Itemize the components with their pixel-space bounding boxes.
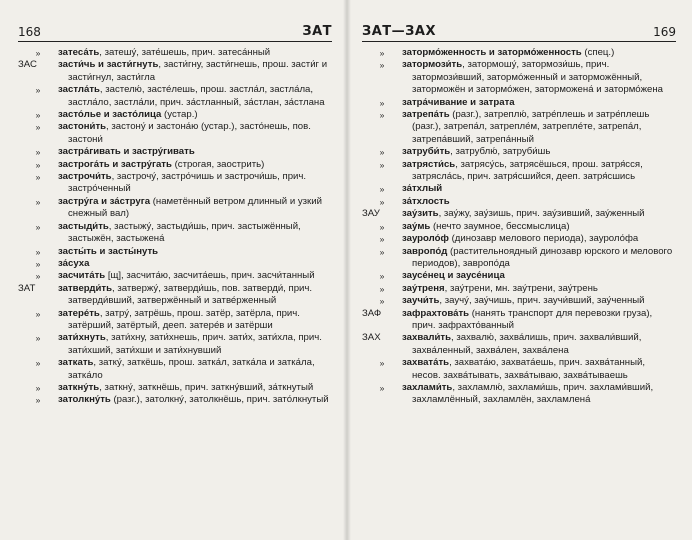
entry-headword: застла́ть — [58, 84, 100, 96]
entry-headword: за́тхлый — [402, 183, 443, 195]
right-page-header — [362, 20, 676, 42]
entry-section-mark: » — [379, 159, 385, 170]
entry-headword: затормози́ть — [402, 59, 463, 71]
entry-headword: затруби́ть — [402, 146, 451, 158]
entry-forms: (нечто заумное, бессмыслица) — [430, 220, 570, 232]
entry-forms: , захвалю́, захва́лишь, прич. захвали́вший, захва́ленный, захва́лен, захва́лена — [412, 332, 642, 356]
entry-headword: захлами́ть — [402, 381, 453, 393]
entry-forms: , затру́, затрёшь, прош. затёр, затёрла, прич. затёрший, затёртый, дееп. затере́в и затёрши — [68, 307, 300, 331]
entry-forms: (наметённый ветром длинный и узкий снежный вал) — [68, 195, 322, 220]
entry-section-mark: » — [379, 358, 385, 369]
entry-forms: , затку́, заткёшь, прош. затка́л, затка́ла и затка́ла, затка́ло — [68, 357, 315, 381]
entry-section-mark: » — [35, 159, 41, 170]
entry-section-mark: » — [379, 110, 385, 121]
entry-text — [58, 171, 332, 196]
entry-forms: , зау́трени, мн. зау́трени, зау́трень — [444, 282, 598, 294]
entry-text — [58, 159, 332, 171]
dictionary-entry — [18, 258, 332, 270]
entry-forms: (спец.) — [581, 47, 615, 58]
dictionary-entry — [362, 357, 676, 382]
entry-text — [402, 382, 676, 407]
entry-headword: засты́ть и засты́нуть — [58, 245, 159, 257]
entry-headword: заучи́ть — [402, 295, 440, 307]
dictionary-entry — [18, 59, 332, 84]
entry-text — [402, 196, 676, 208]
entry-forms: , заткну́, заткнёшь, прич. заткну́вший, за́ткнутый — [99, 381, 314, 393]
dictionary-entry — [18, 121, 332, 146]
dictionary-entry — [362, 47, 676, 59]
entry-section-mark: » — [35, 196, 41, 207]
entry-section-mark: » — [379, 48, 385, 58]
entry-headword: затолкну́ть — [58, 394, 111, 406]
entry-headword: застыди́ть — [58, 220, 109, 232]
entry-forms: , застыжу́, застыди́шь, прич. застыжённый, застыжён, застыжена́ — [68, 220, 301, 245]
entry-forms: , засти́гну, засти́гнешь, прош. засти́г и засти́гнул, засти́гла — [68, 59, 328, 83]
entry-text — [58, 47, 332, 59]
entry-forms: , застелю́, засте́лешь, прош. застла́л, застла́ла, застла́ло, застла́ли, прич. за́стланный, за́стлан, за́стлана — [68, 84, 325, 108]
entry-section-mark: ЗАУ — [362, 208, 380, 220]
entry-text — [58, 382, 332, 394]
entry-headword: захвата́ть — [402, 357, 450, 369]
entry-forms: , застону́ и застона́ю (устар.), засто́нешь, пов. застони́ — [68, 121, 311, 145]
entry-section-mark: » — [379, 246, 385, 257]
entry-forms: , застрочу́, застро́чишь и застрочи́шь, прич. застро́ченный — [68, 171, 307, 195]
dictionary-entry — [362, 196, 676, 208]
entry-forms: , зау́жу, зау́зишь, прич. зау́зивший, зау́женный — [438, 208, 645, 220]
entry-forms: , затормошу́, затормози́шь, прич. затормози́вший, затормо́женный и заторможённый, заторможён и затормо́жен, заторможена́ и затормо́жена — [412, 59, 664, 96]
entry-text — [58, 332, 332, 357]
dictionary-entry — [18, 47, 332, 59]
entry-text — [402, 47, 676, 59]
entry-text — [402, 159, 676, 184]
entry-headword: захвали́ть — [402, 332, 452, 344]
entry-headword: засчита́ть — [58, 270, 106, 282]
entry-forms: (нанять транспорт для перевозки груза), прич. зафрахто́ванный — [412, 307, 653, 331]
dictionary-entry — [362, 183, 676, 195]
dictionary-entry — [362, 233, 676, 245]
entry-text — [402, 221, 676, 233]
dictionary-entry — [18, 171, 332, 196]
entry-headword: заткать — [58, 357, 94, 369]
entry-text — [402, 295, 676, 307]
dictionary-entry — [362, 59, 676, 96]
dictionary-entry — [362, 146, 676, 158]
dictionary-entry — [362, 159, 676, 184]
entry-section-mark: » — [35, 122, 41, 133]
entry-forms: , затвержу́, затверди́шь, пов. затверди́, прич. затверди́вший, затвержённый и затве́рженный — [68, 282, 313, 307]
entry-section-mark: » — [35, 395, 41, 406]
dictionary-entry — [18, 159, 332, 171]
entry-headword: зау́треня — [402, 282, 445, 294]
page-number-right: 169 — [653, 25, 676, 39]
entry-section-mark: » — [35, 48, 41, 58]
entry-headword: заткну́ть — [58, 381, 100, 393]
dictionary-entry — [362, 308, 676, 333]
entry-section-mark: » — [35, 271, 41, 282]
entry-headword: затверди́ть — [58, 282, 112, 294]
entry-text — [402, 308, 676, 333]
entry-section-mark: » — [35, 85, 41, 96]
entry-forms: , затрублю́, затруби́шь — [450, 146, 551, 158]
left-entry-list — [18, 47, 332, 407]
entry-text — [58, 246, 332, 258]
entry-section-mark: » — [379, 147, 385, 158]
entry-section-mark: ЗАС — [18, 59, 37, 71]
entry-headword: застрога́ть и застру́гать — [58, 158, 172, 170]
dictionary-entry — [18, 283, 332, 308]
entry-forms: , захламлю́, захлами́шь, прич. захлами́вший, захламлённый, захламлён, захламлена́ — [412, 381, 654, 406]
running-head-left: ЗАТ — [302, 24, 332, 39]
entry-forms: , зати́хну, зати́хнешь, прич. зати́х, зати́хла, прич. зати́хший, зати́хши и зати́хнувший — [68, 332, 322, 356]
entry-text — [402, 208, 676, 220]
entry-text — [402, 332, 676, 357]
entry-headword: за́суха — [58, 257, 90, 269]
entry-section-mark: » — [35, 308, 41, 319]
left-page-header — [18, 20, 332, 42]
dictionary-entry — [18, 221, 332, 246]
right-page — [346, 0, 692, 540]
entry-text — [402, 109, 676, 146]
entry-text — [402, 146, 676, 158]
dictionary-entry — [362, 283, 676, 295]
entry-text — [58, 109, 332, 121]
entry-headword: зау́зить — [402, 208, 439, 220]
entry-forms: (устар.) — [161, 109, 198, 121]
entry-section-mark: » — [35, 147, 41, 158]
entry-section-mark: » — [35, 110, 41, 121]
entry-text — [402, 97, 676, 109]
entry-headword: застони́ть — [58, 121, 107, 133]
entry-headword: за́тхлость — [402, 195, 450, 207]
entry-text — [402, 233, 676, 245]
entry-text — [58, 196, 332, 221]
dictionary-entry — [362, 109, 676, 146]
dictionary-entry — [362, 246, 676, 271]
entry-headword: затормо́женность и затормо́женность — [402, 47, 582, 58]
entry-headword: застра́гивать и застру́гивать — [58, 146, 195, 158]
entry-text — [58, 283, 332, 308]
dictionary-entry — [18, 109, 332, 121]
entry-headword: заусе́нец и заусе́ница — [402, 270, 505, 282]
dictionary-entry — [362, 332, 676, 357]
entry-section-mark: » — [379, 382, 385, 393]
dictionary-entry — [18, 357, 332, 382]
dictionary-entry — [362, 270, 676, 282]
entry-section-mark: » — [379, 196, 385, 207]
entry-forms: (динозавр мелового периода), зауроло́фа — [448, 233, 639, 245]
dictionary-entry — [18, 146, 332, 158]
dictionary-entry — [18, 332, 332, 357]
dictionary-entry — [18, 394, 332, 406]
entry-text — [402, 283, 676, 295]
entry-headword: застрочи́ть — [58, 171, 112, 183]
dictionary-entry — [362, 97, 676, 109]
dictionary-entry — [362, 295, 676, 307]
entry-text — [58, 270, 332, 282]
entry-headword: затеса́ть — [58, 47, 100, 58]
entry-text — [58, 394, 332, 406]
entry-text — [402, 270, 676, 282]
entry-headword: зауроло́ф — [402, 233, 449, 245]
entry-forms: [щ], засчита́ю, засчита́ешь, прич. засчи́танный — [105, 270, 315, 282]
entry-headword: засто́лье и засто́лица — [58, 109, 162, 121]
entry-text — [58, 59, 332, 84]
book-gutter — [343, 0, 351, 540]
entry-section-mark: » — [379, 283, 385, 294]
dictionary-entry — [18, 382, 332, 394]
entry-forms: (разг.), затолкну́, затолкнёшь, прич. зато́лкнутый — [110, 394, 329, 406]
entry-text — [58, 121, 332, 146]
entry-text — [58, 357, 332, 382]
entry-headword: затрясти́сь — [402, 158, 456, 170]
entry-text — [402, 246, 676, 271]
entry-forms: (разг.), затреплю́, затре́плешь и затре́плешь (разг.), затрепа́л, затрепле́м, затрепле́те, затрепа́л, затрепа́вший, затрепа́нный — [412, 109, 650, 145]
entry-forms: (растительноядный динозавр юрского и мелового периодов), завропо́да — [412, 245, 673, 269]
entry-section-mark: » — [35, 382, 41, 393]
dictionary-entry — [18, 246, 332, 258]
entry-forms: , заучу́, зау́чишь, прич. заучи́вший, зау́ченный — [439, 295, 645, 307]
entry-headword: затра́чивание и затрата — [402, 96, 515, 108]
right-entry-list — [362, 47, 676, 407]
entry-section-mark: » — [35, 172, 41, 183]
dictionary-entry — [362, 382, 676, 407]
entry-section-mark: » — [379, 184, 385, 195]
entry-text — [58, 308, 332, 333]
entry-forms: , затрясу́сь, затрясёшься, прош. затря́сся, затрясла́сь, прич. затря́сшийся, дееп. затря́сшись — [412, 158, 643, 183]
entry-section-mark: » — [379, 271, 385, 282]
entry-section-mark: » — [379, 296, 385, 307]
entry-section-mark: ЗАХ — [362, 332, 381, 344]
entry-section-mark: » — [35, 333, 41, 344]
dictionary-entry — [362, 208, 676, 220]
entry-forms: , захвата́ю, захвата́ешь, прич. захва́танный, несов. захва́тывать, захва́тываю, захва́тываешь — [412, 357, 646, 381]
page-number-left: 168 — [18, 25, 41, 39]
entry-text — [402, 59, 676, 96]
entry-headword: застру́га и за́струга — [58, 195, 151, 207]
entry-headword: завропо́д — [402, 245, 448, 257]
entry-section-mark: ЗАФ — [362, 307, 382, 319]
entry-text — [58, 221, 332, 246]
entry-headword: зау́мь — [402, 220, 431, 232]
entry-section-mark: » — [35, 258, 41, 269]
entry-text — [402, 357, 676, 382]
entry-section-mark: » — [379, 221, 385, 232]
entry-forms: (строгая, заострить) — [171, 158, 265, 170]
entry-section-mark: » — [379, 60, 385, 71]
entry-section-mark: » — [35, 358, 41, 369]
entry-text — [58, 146, 332, 158]
dictionary-entry — [18, 84, 332, 109]
entry-headword: затере́ть — [58, 307, 100, 319]
running-head-right: ЗАТ—ЗАХ — [362, 24, 436, 39]
dictionary-entry — [18, 196, 332, 221]
entry-section-mark: ЗАТ — [18, 282, 36, 294]
entry-text — [58, 258, 332, 270]
entry-section-mark: » — [35, 221, 41, 232]
dictionary-entry — [362, 221, 676, 233]
dictionary-entry — [18, 308, 332, 333]
entry-section-mark: » — [379, 234, 385, 245]
entry-section-mark: » — [379, 97, 385, 108]
entry-headword: затрепа́ть — [402, 109, 450, 121]
entry-text — [402, 183, 676, 195]
entry-headword: зати́хнуть — [58, 332, 106, 344]
dictionary-entry — [18, 270, 332, 282]
entry-headword: зафрахтова́ть — [402, 307, 470, 319]
entry-text — [58, 84, 332, 109]
entry-headword: засти́чь и засти́гнуть — [58, 59, 159, 71]
entry-section-mark: » — [35, 246, 41, 257]
entry-forms: , затешу́, зате́шешь, прич. затеса́нный — [99, 47, 271, 58]
